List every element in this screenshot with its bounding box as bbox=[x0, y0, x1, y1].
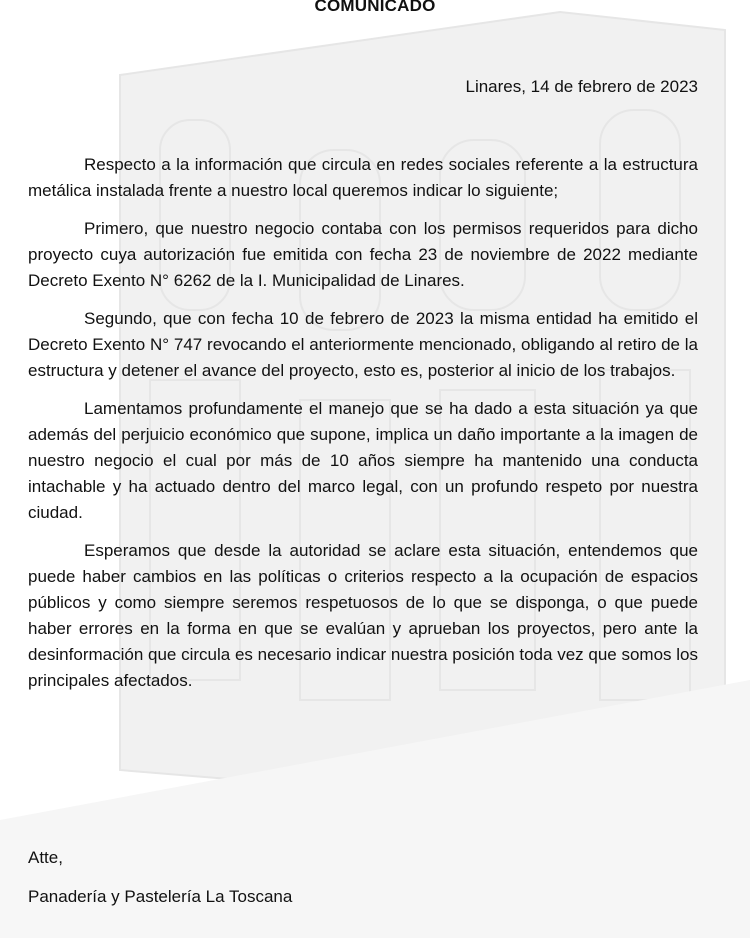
date-line: Linares, 14 de febrero de 2023 bbox=[465, 77, 698, 96]
paragraph-4: Lamentamos profundamente el manejo que se ha dado a esta situación ya que además del perjuicio económico que supone, implica un daño importante a la imagen de nuestro negocio el cual por más de 10 años siempre ha mantenido una conducta intachable y ha actuado dentro del marco legal, con un profundo respeto por nuestra ciudad. bbox=[28, 399, 698, 522]
signature-line: Panadería y Pastelería La Toscana bbox=[28, 887, 293, 906]
paragraph-2: Primero, que nuestro negocio contaba con los permisos requeridos para dicho proyecto cuya autorización fue emitida con fecha 23 de noviembre de 2022 mediante Decreto Exento N° 6262 de la I. Municipalidad de Linares. bbox=[28, 219, 698, 290]
paragraph-1: Respecto a la información que circula en redes sociales referente a la estructura metálica instalada frente a nuestro local queremos indicar lo siguiente; bbox=[28, 155, 698, 200]
closing-salutation: Atte, bbox=[28, 848, 63, 867]
paragraph-5: Esperamos que desde la autoridad se aclare esta situación, entendemos que puede haber cambios en las políticas o criterios respecto a la ocupación de espacios públicos y como siempre seremos respetuosos de lo que se disponga, o que puede haber errores en la forma en que se evalúan y aprueban los proyectos, pero ante la desinformación que circula es necesario indicar nuestra posición toda vez que somos los principales afectados. bbox=[28, 541, 698, 690]
letter-body bbox=[28, 152, 698, 706]
paragraph-3: Segundo, que con fecha 10 de febrero de 2023 la misma entidad ha emitido el Decreto Exento N° 747 revocando el anteriormente mencionado, obligando al retiro de la estructura y detener el avance del proyecto, esto es, posterior al inicio de los trabajos. bbox=[28, 309, 698, 380]
document-title: COMUNICADO bbox=[314, 0, 436, 15]
